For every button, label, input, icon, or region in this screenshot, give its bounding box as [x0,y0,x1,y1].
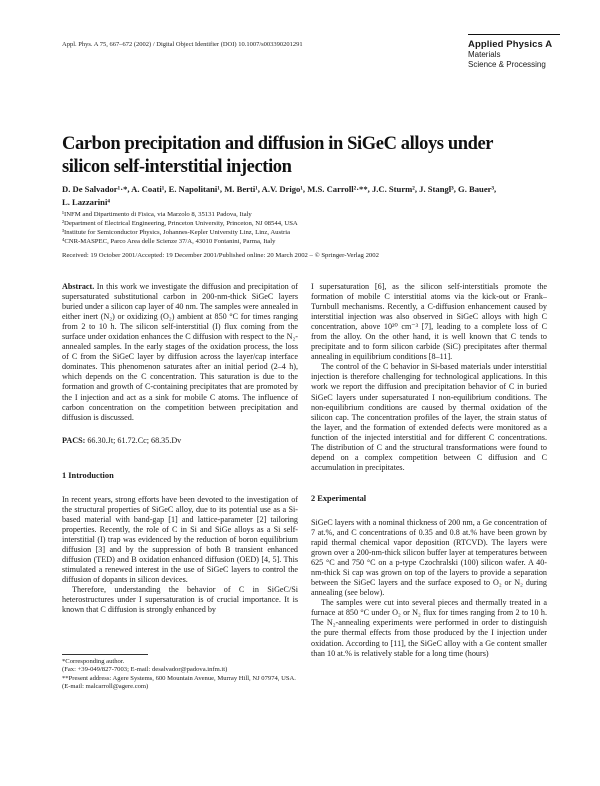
experimental-paragraph-1: SiGeC layers with a nominal thickness of 200 nm, a Ge concentration of 7 at.%, and C concentrations of 0.35 and 0.8 at.% have been grown by rapid thermal chemical vapor deposition (RTCVD). The layers were grown over a 200-nm-thick silicon buffer layer at temperatures between 625 °C and 750 °C on a p-type Czochralski (100) silicon wafer. A 40-nm-thick Si cap was grown on top of the layers to provide a separation between the SiGeC layers and the surface exposed to O₂ or N₂ during annealing (see below). [311,517,547,598]
section-heading-introduction: 1 Introduction [62,470,114,480]
section-heading-experimental: 2 Experimental [311,493,367,503]
footnote-corresponding-author: *Corresponding author. [62,658,125,665]
experimental-paragraph-2: The samples were cut into several pieces and thermally treated in a furnace at 850 °C under O₂ or N₂ flux for times ranging from 2 to 10 h. The N₂-annealing experiments were performed in order to distinguish the pure thermal effects from those produced by the I injection under oxidation. According to [11], the SiGeC alloy with a Ge content smaller than 10 at.% is relatively stable for a long time (hours) [311,598,547,658]
received-dates: Received: 19 October 2001/Accepted: 19 December 2001/Published online: 20 March 2002 – © Springer-Verlag 2002 [62,252,379,259]
journal-logo-block [468,34,560,70]
right-column [311,282,547,659]
footnote-present-address: **Present address: Agere Systems, 600 Mountain Avenue, Murray Hill, NJ 07974, USA. (E-mail: malcarroll@agere.com) [62,674,296,690]
abstract [62,282,298,423]
journal-subtitle-line-2: Science & Processing [468,60,546,69]
journal-name: Applied Physics A [468,39,553,50]
affiliation-1: ¹INFM and Dipartimento di Fisica, via Marzolo 8, 35131 Padova, Italy [62,211,252,218]
affiliation-2: ²Department of Electrical Engineering, Princeton University, Princeton, NJ 08544, USA [62,219,298,227]
abstract-text: In this work we investigate the diffusion and precipitation of supersaturated substitutional carbon in 200-nm-thick SiGeC layers buried under a silicon cap layer of 40 nm. The samples were annealed in either inert (N₂) or oxidizing (O₂) ambient at 850 °C for times ranging from 2 to 10 h. The silicon self-interstitial (I) flux coming from the surface under oxidation enhances the C diffusion with respect to the N₂-annealed samples. In the early stages of the oxidation process, the loss of C from the SiGeC layer by diffusion across the layer/cap interface dominates. This phenomenon saturates after an initial period (2–4 h), which depends on the C concentration. This saturation is due to the formation and growth of C-containing precipitates that are promoted by the I injection and act as a sink for mobile C atoms. The influence of carbon concentration on the competition between precipitation and diffusion is discussed. [62,282,298,422]
left-column [62,282,298,615]
author-list [62,183,552,209]
footnote-contact: (Fax: +39-049/827-7003; E-mail: desalvador@padova.infm.it) [62,666,228,674]
footnote-divider [62,654,148,655]
footnotes [62,658,298,691]
affiliations [62,211,462,247]
affiliation-4: ⁴CNR-MASPEC, Parco Area delle Scienze 37/A, 43010 Fontanini, Parma, Italy [62,237,276,245]
abstract-label: Abstract. [62,282,95,291]
journal-subtitle-line-1: Materials [468,50,501,59]
article-title [62,133,542,179]
pacs-codes: 66.30.Jt; 61.72.Cc; 68.35.Dv [87,435,182,445]
pacs-line [62,436,298,446]
title-line-1: Carbon precipitation and diffusion in SiGeC alloys under [62,134,494,154]
affiliation-3: ³Institute for Semiconductor Physics, Johannes-Kepler University Linz, Linz, Austria [62,228,291,236]
intro-paragraph-1: In recent years, strong efforts have been devoted to the investigation of the structural properties of SiGeC alloy, due to its potential use as a Si-based material with band-gap [1] and lattice-parameter [2] tailoring properties. Recently, the role of C in Si and SiGe alloys as a Si self-interstitial (I) trap was evidenced by the reduction of boron equilibrium diffusion [3] and by the suppression of both B transient enhanced diffusion (TED) and B oxidation enhanced diffusion (OED) [4, 5]. This stimulated a renewed interest in the use of SiGeC layers to control the diffusion of dopants in silicon devices. [62,494,298,585]
running-head: Appl. Phys. A 75, 667–672 (2002) / Digital Object Identifier (DOI) 10.1007/s003390201291 [62,41,303,48]
authors-line-2: L. Lazzarini⁴ [62,197,110,207]
authors-line-1: D. De Salvador¹·*, A. Coati¹, E. Napolitani¹, M. Berti¹, A.V. Drigo¹, M.S. Carroll²·**, J.C. Sturm², J. Stangl³, G. Bauer³, [62,184,497,194]
pacs-label: PACS: [62,435,86,445]
title-line-2: silicon self-interstitial injection [62,157,292,177]
right-paragraph-2: The control of the C behavior in Si-based materials under interstitial injection is therefore challenging for technological applications. In this work we report the diffusion and precipitation behavior of C in buried SiGeC layers under supersaturated I non-equilibrium conditions. The non-equilibrium conditions are caused by thermal oxidation of the silicon cap. The concentration profiles of the layer, the strain status of the layer, and the formation of extended defects were monitored as a function of the injected interstitial and for different C concentrations. The distribution of C and the structural transformations were found to depend on a complex competition between C diffusion and C accumulation in precipitates. [311,362,547,472]
right-paragraph-1: I supersaturation [6], as the silicon self-interstitials promote the formation of mobile C interstitial atoms via the kick-out or Frank–Turnbull mechanisms. Recently, a C-diffusion enhancement caused by interstitial injection was also observed in SiGeC alloys with high C concentration, above 10²⁰ cm⁻³ [7], leading to a complete loss of C from the alloy. On the other hand, it is well known that C tends to precipitate and to form silicon carbide (SiC) precipitates after thermal annealing in equilibrium conditions [8–11]. [311,282,547,362]
intro-paragraph-2: Therefore, understanding the behavior of C in SiGeC/Si heterostructures under I supersaturation is of crucial importance. It is known that C diffusion is strongly enhanced by [62,585,298,615]
